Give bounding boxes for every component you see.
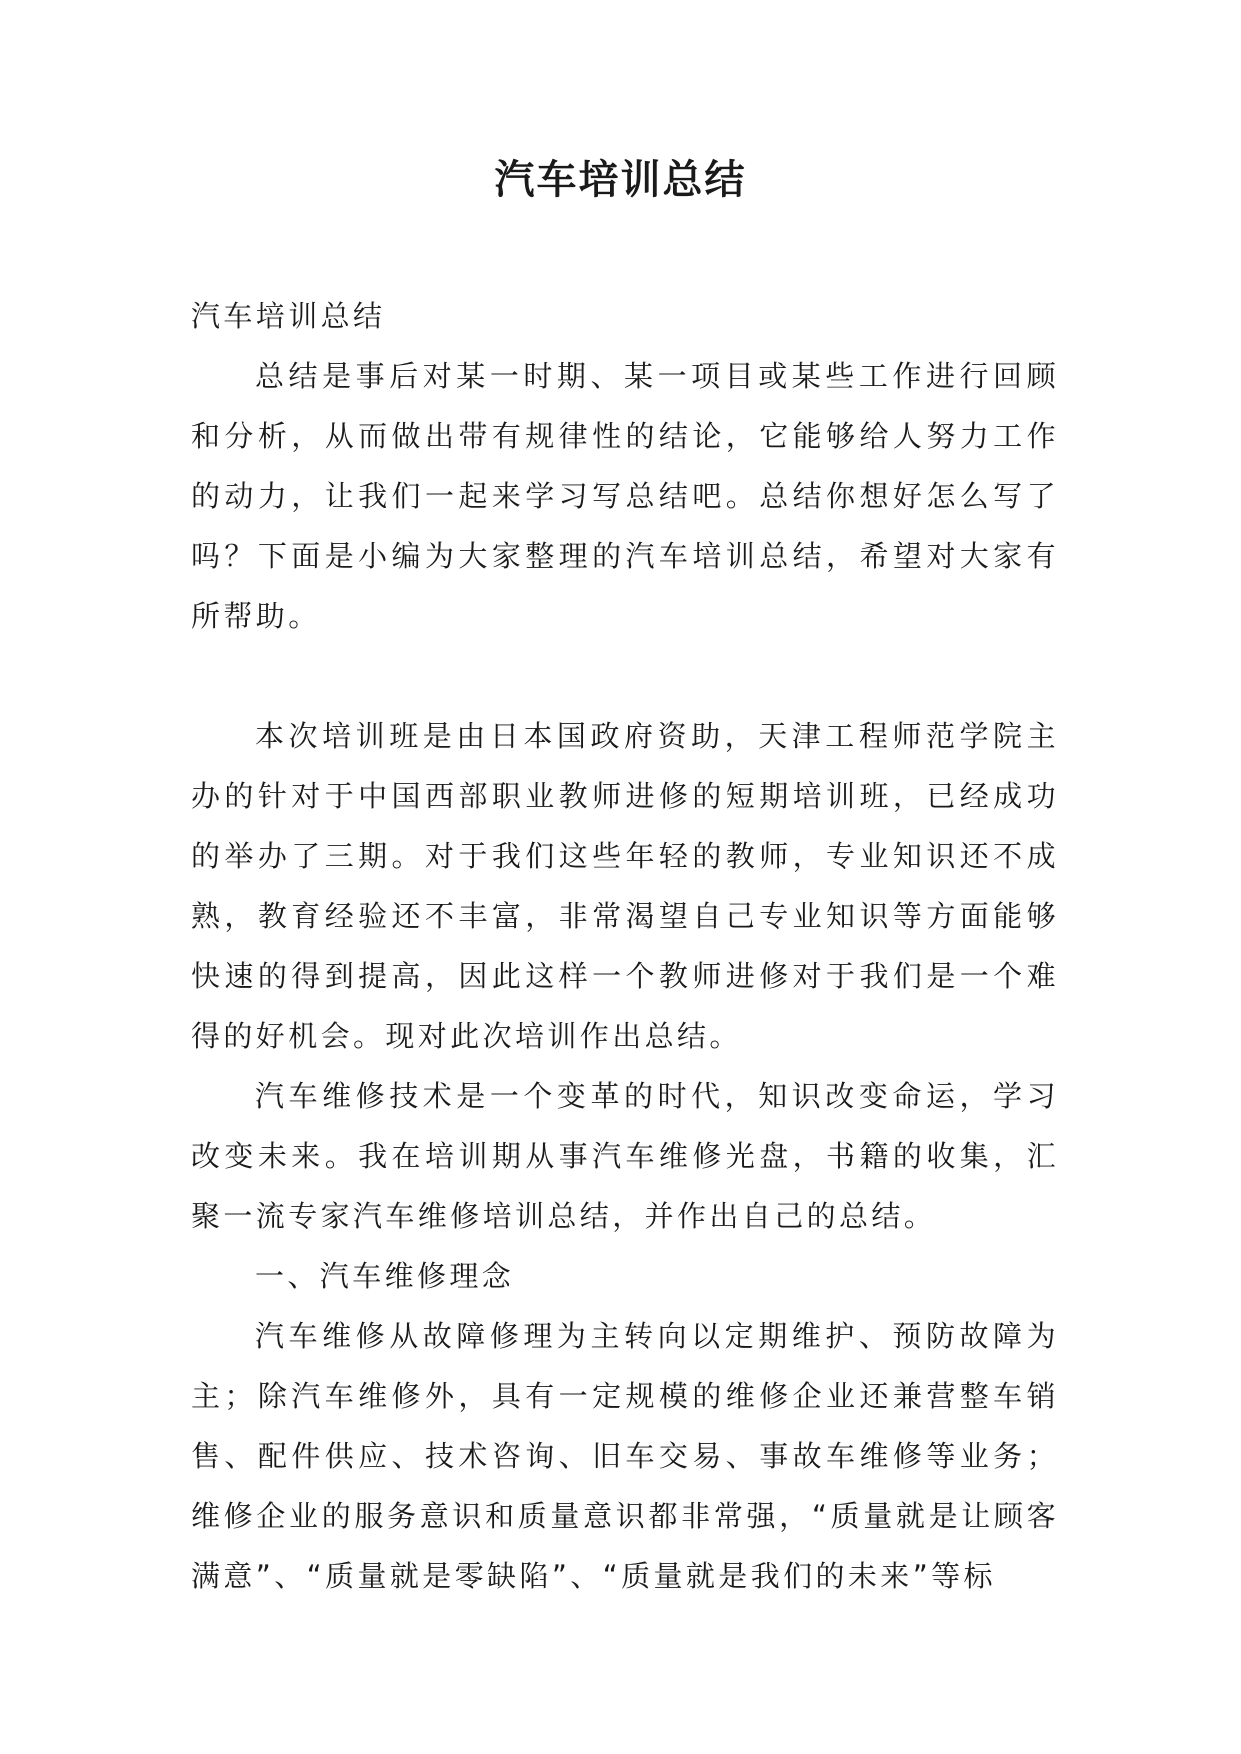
document-subtitle: 汽车培训总结	[191, 299, 386, 333]
paragraph-spacer	[191, 646, 1059, 706]
paragraph-intro: 总结是事后对某一时期、某一项目或某些工作进行回顾和分析，从而做出带有规律性的结论，它能够给人努力工作的动力，让我们一起来学习写总结吧。总结你想好怎么写了吗？下面是小编为大家整理的汽车培训总结，希望对大家有所帮助。	[191, 359, 1059, 633]
document-title: 汽车培训总结	[494, 157, 747, 203]
paragraph-maintenance-concept: 汽车维修从故障修理为主转向以定期维护、预防故障为主；除汽车维修外，具有一定规模的维修企业还兼营整车销售、配件供应、技术咨询、旧车交易、事故车维修等业务；维修企业的服务意识和质量意识都非常强，“质量就是让顾客满意”、“质量就是零缺陷”、“质量就是我们的未来”等标	[191, 1319, 1059, 1593]
paragraph-maintenance-era: 汽车维修技术是一个变革的时代，知识改变命运，学习改变未来。我在培训期从事汽车维修光盘，书籍的收集，汇聚一流专家汽车维修培训总结，并作出自己的总结。	[191, 1079, 1059, 1233]
document-body	[191, 286, 1059, 1606]
paragraph-training-background: 本次培训班是由日本国政府资助，天津工程师范学院主办的针对于中国西部职业教师进修的短期培训班，已经成功的举办了三期。对于我们这些年轻的教师，专业知识还不成熟，教育经验还不丰富，非常渴望自己专业知识等方面能够快速的得到提高，因此这样一个教师进修对于我们是一个难得的好机会。现对此次培训作出总结。	[191, 719, 1059, 1053]
section-heading-maintenance-concept: 一、汽车维修理念	[255, 1259, 515, 1293]
